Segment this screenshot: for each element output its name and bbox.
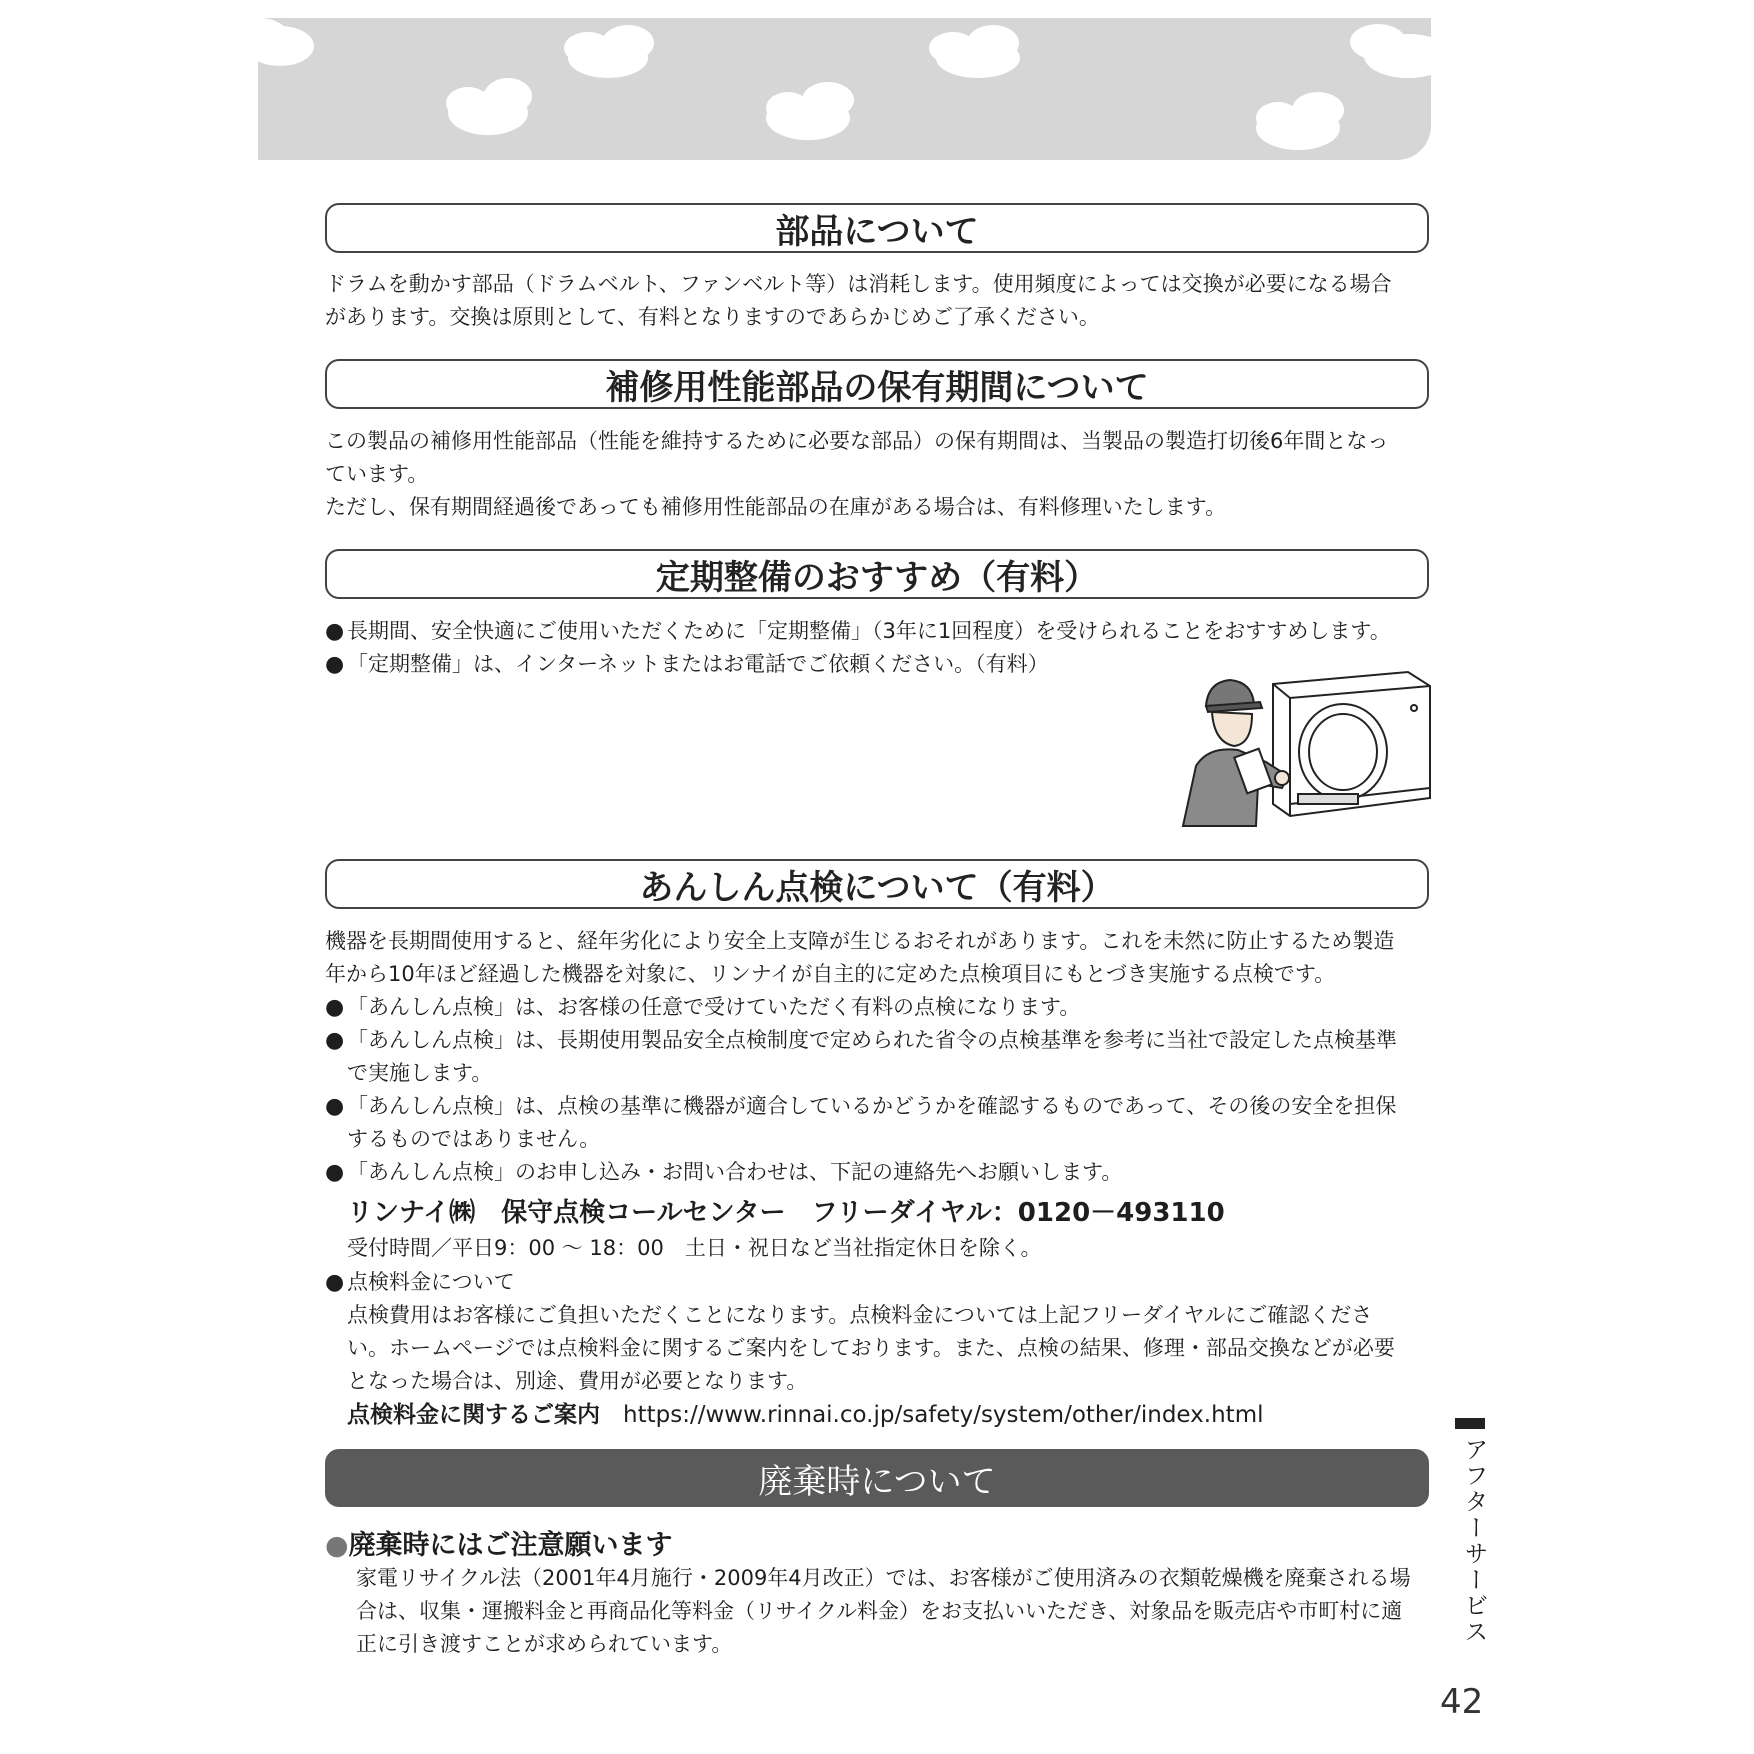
disposal-subheading-text: 廃棄時にはご注意願います xyxy=(348,1530,673,1561)
bullet-icon: ● xyxy=(325,619,345,644)
parts-body-line: ドラムを動かす部品（ドラムベルト、ファンベルト等）は消耗します。使用頻度によっては交換が必要になる場合 xyxy=(325,272,1392,296)
retention-body-line: この製品の補修用性能部品（性能を維持するために必要な部品）の保有期間は、当製品の製造打切後6年間となっ xyxy=(325,429,1389,453)
bullet-text: 「定期整備」は、インターネットまたはお電話でご依頼ください。（有料） xyxy=(347,652,1049,676)
fee-guide-url-link[interactable]: https://www.rinnai.co.jp/safety/system/other/index.html xyxy=(623,1402,1264,1428)
inspection-intro-line: 機器を長期間使用すると、経年劣化により安全上支障が生じるおそれがあります。これを未然に防止するため製造 xyxy=(325,929,1395,953)
section-title-parts: 部品について xyxy=(325,203,1429,253)
bullet-text: するものではありません。 xyxy=(347,1127,601,1151)
fee-body-line: い。ホームページでは点検料金に関するご案内をしております。また、点検の結果、修理・部品交換などが必要 xyxy=(347,1336,1395,1360)
bullet-icon: ● xyxy=(325,1530,349,1561)
maintenance-bullet xyxy=(325,615,1437,648)
section-title-inspection: あんしん点検について（有料） xyxy=(325,859,1429,909)
inspection-bullet xyxy=(325,1156,1437,1189)
bullet-text: 「あんしん点検」は、お客様の任意で受けていただく有料の点検になります。 xyxy=(347,995,1081,1019)
inspection-intro xyxy=(325,925,1435,991)
bullet-icon: ● xyxy=(325,1028,345,1053)
disposal-subheading xyxy=(325,1523,673,1562)
parts-body xyxy=(325,268,1435,334)
header-cloud-banner xyxy=(258,18,1431,160)
reception-hours: 受付時間／平日9：00 ～ 18：00 土日・祝日など当社指定休日を除く。 xyxy=(347,1236,1042,1260)
bullet-text: 「あんしん点検」は、点検の基準に機器が適合しているかどうかを確認するものであって、その後の安全を担保 xyxy=(347,1094,1397,1118)
inspection-bullet xyxy=(325,1090,1437,1156)
inspection-intro-line: 年から10年ほど経過した機器を対象に、リンナイが自主的に定めた点検項目にもとづき実施する点検です。 xyxy=(325,962,1336,986)
bullet-icon: ● xyxy=(325,995,345,1020)
bullet-text: 「あんしん点検」は、長期使用製品安全点検制度で定められた省令の点検基準を参考に当社で設定した点検基準 xyxy=(347,1028,1397,1052)
side-index-tab xyxy=(1455,1418,1488,1645)
bullet-icon: ● xyxy=(325,1160,345,1185)
side-tab-label: アフターサービス xyxy=(1460,1437,1488,1645)
bullet-text: 長期間、安全快適にご使用いただくために「定期整備」（3年に1回程度）を受けられることをおすすめします。 xyxy=(347,619,1391,643)
bullet-icon: ● xyxy=(325,1270,345,1295)
section-title-disposal: 廃棄時について xyxy=(325,1449,1429,1507)
fee-guide-link-row xyxy=(347,1396,1264,1429)
fee-body-line: となった場合は、別途、費用が必要となります。 xyxy=(347,1369,808,1393)
bullet-icon: ● xyxy=(325,1094,345,1119)
retention-body xyxy=(325,425,1435,524)
disposal-body xyxy=(356,1562,1436,1661)
fee-heading xyxy=(325,1266,1437,1299)
parts-body-line: があります。交換は原則として、有料となりますのであらかじめご了承ください。 xyxy=(325,305,1100,329)
dryer-icon xyxy=(1273,672,1430,816)
fee-body-line: 点検費用はお客様にご負担いただくことになります。点検料金については上記フリーダイヤルにご確認くださ xyxy=(347,1303,1373,1327)
fee-body xyxy=(347,1299,1437,1398)
bullet-text: 点検料金について xyxy=(347,1270,515,1294)
section-title-maintenance: 定期整備のおすすめ（有料） xyxy=(325,549,1429,599)
technician-dryer-illustration xyxy=(1178,666,1433,831)
inspection-bullet xyxy=(325,1024,1437,1090)
section-title-retention: 補修用性能部品の保有期間について xyxy=(325,359,1429,409)
retention-body-line: ています。 xyxy=(325,462,429,486)
bullet-text: で実施します。 xyxy=(347,1061,493,1085)
retention-body-line: ただし、保有期間経過後であっても補修用性能部品の在庫がある場合は、有料修理いたします。 xyxy=(325,495,1227,519)
fee-guide-label: 点検料金に関するご案内 xyxy=(347,1402,600,1428)
call-center-phone[interactable]: リンナイ㈱ 保守点検コールセンター フリーダイヤル：0120－493110 xyxy=(347,1198,1225,1228)
cloud-pattern-icon xyxy=(258,18,1431,160)
inspection-bullet xyxy=(325,991,1437,1024)
disposal-body-line: 家電リサイクル法（2001年4月施行・2009年4月改正）では、お客様がご使用済みの衣類乾燥機を廃棄される場 xyxy=(356,1566,1411,1590)
disposal-body-line: 正に引き渡すことが求められています。 xyxy=(356,1632,733,1656)
bullet-text: 「あんしん点検」のお申し込み・お問い合わせは、下記の連絡先へお願いします。 xyxy=(347,1160,1123,1184)
disposal-body-line: 合は、収集・運搬料金と再商品化等料金（リサイクル料金）をお支払いいただき、対象品を販売店や市町村に適 xyxy=(356,1599,1403,1623)
side-tab-marker xyxy=(1455,1418,1485,1429)
page-number: 42 xyxy=(1440,1682,1484,1722)
bullet-icon: ● xyxy=(325,652,345,677)
